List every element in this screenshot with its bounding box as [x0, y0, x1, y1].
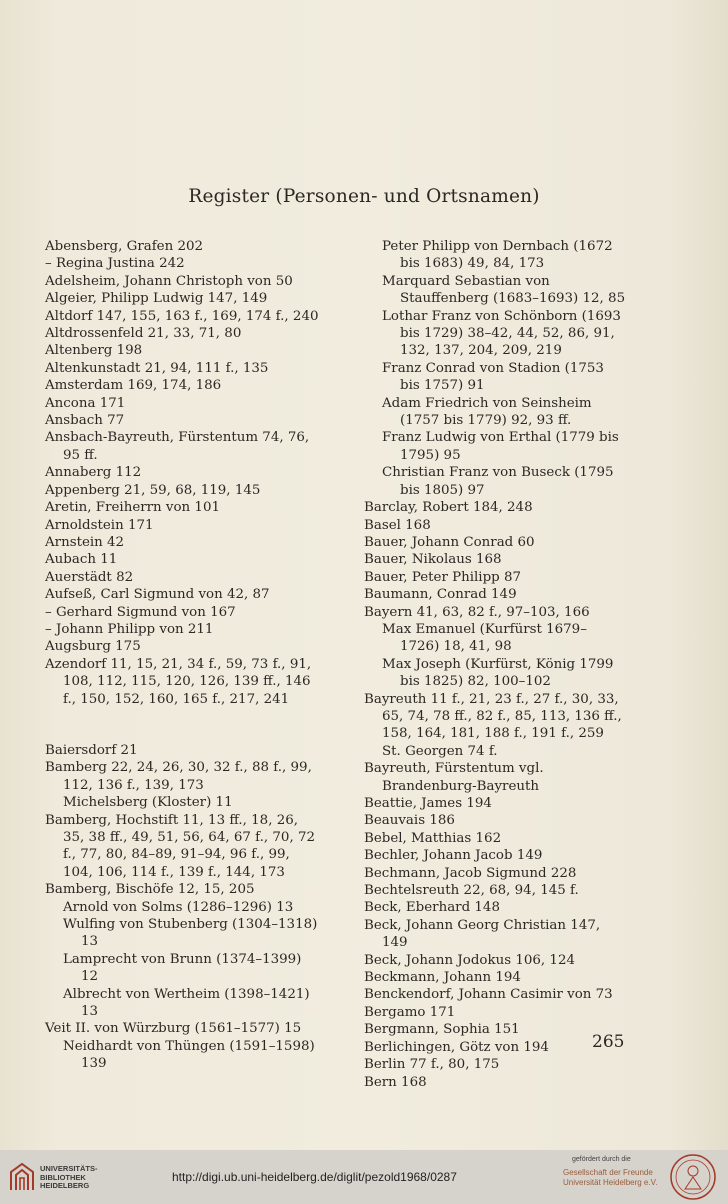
index-entry: Benckendorf, Johann Casimir von 73: [364, 987, 613, 1003]
index-entry: Appenberg 21, 59, 68, 119, 145: [45, 482, 261, 498]
sponsor-line: Universität Heidelberg e.V.: [563, 1178, 658, 1187]
index-entry: Baiersdorf 21: [45, 742, 138, 758]
index-entry: Aubach 11: [45, 552, 118, 568]
index-entry: Algeier, Philipp Ludwig 147, 149: [45, 291, 268, 307]
index-entry: Lamprecht von Brunn (1374–1399) 12: [63, 951, 302, 985]
index-entry: Bayreuth, Fürstentum vgl. Brandenburg-Bayreuth: [364, 761, 544, 794]
index-entry: Bamberg, Hochstift 11, 13 ff., 18, 26, 35, 38 ff., 49, 51, 56, 64, 67 f., 70, 72 f., 77, 80, 84–89, 91–94, 96 f., 99, 104, 106, 114 f., 139 f., 144, 173: [45, 812, 315, 880]
index-entry: – Johann Philipp von 211: [45, 621, 214, 637]
index-entry: Bechmann, Jacob Sigmund 228: [364, 865, 577, 881]
permalink-url[interactable]: http://digi.ub.uni-heidelberg.de/diglit/pezold1968/0287: [172, 1170, 457, 1184]
index-entry: Max Emanuel (Kurfürst 1679–1726) 18, 41, 98: [382, 621, 587, 655]
index-entry: Altenberg 198: [45, 343, 143, 359]
index-entry: Beckmann, Johann 194: [364, 970, 521, 986]
index-entry: Lothar Franz von Schönborn (1693 bis 1729) 38–42, 44, 52, 86, 91, 132, 137, 204, 209, 219: [382, 308, 621, 359]
index-entry: Auerstädt 82: [45, 569, 134, 585]
page-number: 265: [592, 1032, 625, 1052]
index-entry: Adam Friedrich von Seinsheim (1757 bis 1779) 92, 93 ff.: [382, 395, 592, 429]
index-entry: Arnstein 42: [45, 534, 125, 550]
index-entry: Baumann, Conrad 149: [364, 587, 517, 603]
university-library-logo-icon: [9, 1162, 35, 1192]
index-entry: Aufseß, Carl Sigmund von 42, 87: [45, 587, 270, 603]
index-entry: – Gerhard Sigmund von 167: [45, 604, 236, 620]
index-entry: Max Joseph (Kurfürst, König 1799 bis 1825) 82, 100–102: [382, 656, 614, 690]
index-entry: Bayreuth 11 f., 21, 23 f., 27 f., 30, 33, 65, 74, 78 ff., 82 f., 85, 113, 136 ff., 158, 164, 181, 188 f., 191 f., 259: [364, 691, 622, 742]
index-entry: Franz Ludwig von Erthal (1779 bis 1795) 95: [382, 430, 619, 463]
sponsor-line: Gesellschaft der Freunde: [563, 1168, 653, 1177]
index-entry: Beck, Johann Jodokus 106, 124: [364, 952, 575, 968]
index-entry: Bayern 41, 63, 82 f., 97–103, 166: [364, 604, 590, 620]
index-entry: Ancona 171: [45, 395, 126, 411]
index-entry: Arnold von Solms (1286–1296) 13: [63, 899, 294, 915]
index-column-right: [364, 238, 626, 1091]
index-entry: Beauvais 186: [364, 813, 455, 829]
index-entry: Barclay, Robert 184, 248: [364, 500, 533, 516]
index-entry: Christian Franz von Buseck (1795 bis 1805) 97: [382, 465, 614, 498]
index-entry: Ansbach-Bayreuth, Fürstentum 74, 76, 95 ff.: [45, 430, 310, 463]
index-entry: Arnoldstein 171: [45, 517, 154, 533]
index-entry: Berlichingen, Götz von 194: [364, 1039, 549, 1055]
index-entry: Basel 168: [364, 517, 431, 533]
index-entry: Bechtelsreuth 22, 68, 94, 145 f.: [364, 883, 579, 899]
index-entry: Bamberg, Bischöfe 12, 15, 205: [45, 882, 255, 898]
funded-by-label: gefördert durch die: [572, 1156, 631, 1163]
university-seal-icon: [669, 1153, 717, 1201]
index-entry: Abensberg, Grafen 202: [45, 239, 204, 254]
index-entry: Azendorf 11, 15, 21, 34 f., 59, 73 f., 91, 108, 112, 115, 120, 126, 139 ff., 146 f., 150, 152, 160, 165 f., 217, 241: [45, 656, 312, 707]
index-entry: Bern 168: [364, 1074, 427, 1090]
index-entry: Ansbach 77: [45, 413, 125, 429]
index-entry: Amsterdam 169, 174, 186: [45, 378, 222, 394]
index-entry: Adelsheim, Johann Christoph von 50: [45, 273, 293, 289]
index-entry: Beck, Eberhard 148: [364, 900, 500, 916]
index-entry: St. Georgen 74 f.: [382, 743, 498, 759]
library-name-line: UNIVERSITÄTS-: [40, 1164, 98, 1173]
index-entry: Altenkunstadt 21, 94, 111 f., 135: [45, 360, 269, 376]
index-entry: Bauer, Johann Conrad 60: [364, 534, 535, 550]
sponsor-name: [563, 1168, 657, 1188]
index-column-left: [45, 238, 320, 1073]
index-entry: Bergamo 171: [364, 1004, 456, 1020]
index-entry: Peter Philipp von Dernbach (1672 bis 1683) 49, 84, 173: [382, 239, 613, 272]
index-entry: Augsburg 175: [45, 639, 141, 655]
index-entry: Altdrossenfeld 21, 33, 71, 80: [45, 326, 242, 342]
index-entry: Altdorf 147, 155, 163 f., 169, 174 f., 240: [45, 308, 319, 324]
index-entry: Bebel, Matthias 162: [364, 830, 502, 846]
section-gap: [45, 708, 320, 742]
index-entry: Neidhardt von Thüngen (1591–1598) 139: [63, 1038, 315, 1072]
index-entry: Wulfing von Stubenberg (1304–1318) 13: [63, 917, 318, 950]
index-entry: Veit II. von Würzburg (1561–1577) 15: [45, 1021, 302, 1037]
index-entry: Franz Conrad von Stadion (1753 bis 1757) 91: [382, 360, 604, 394]
index-entry: – Regina Justina 242: [45, 256, 185, 272]
page-title: Register (Personen- und Ortsnamen): [188, 186, 540, 207]
library-name-line: BIBLIOTHEK: [40, 1172, 86, 1182]
index-entry: Beattie, James 194: [364, 796, 492, 811]
index-entry: Bergmann, Sophia 151: [364, 1022, 520, 1038]
index-entry: Marquard Sebastian von Stauffenberg (1683–1693) 12, 85: [382, 273, 626, 307]
index-entry: Aretin, Freiherrn von 101: [45, 500, 220, 516]
index-entry: Michelsberg (Kloster) 11: [63, 795, 233, 811]
library-name-line: HEIDELBERG: [40, 1181, 90, 1190]
library-name: [40, 1165, 98, 1191]
index-entry: Albrecht von Wertheim (1398–1421) 13: [63, 986, 310, 1020]
index-entry: Bauer, Peter Philipp 87: [364, 569, 522, 585]
index-entry: Annaberg 112: [45, 465, 142, 481]
index-entry: Bamberg 22, 24, 26, 30, 32 f., 88 f., 99, 112, 136 f., 139, 173: [45, 760, 312, 793]
index-entry: Beck, Johann Georg Christian 147, 149: [364, 917, 601, 951]
index-entry: Bechler, Johann Jacob 149: [364, 848, 543, 864]
index-entry: Bauer, Nikolaus 168: [364, 552, 502, 568]
index-entry: Berlin 77 f., 80, 175: [364, 1057, 500, 1073]
footer-bar: [0, 1150, 728, 1204]
